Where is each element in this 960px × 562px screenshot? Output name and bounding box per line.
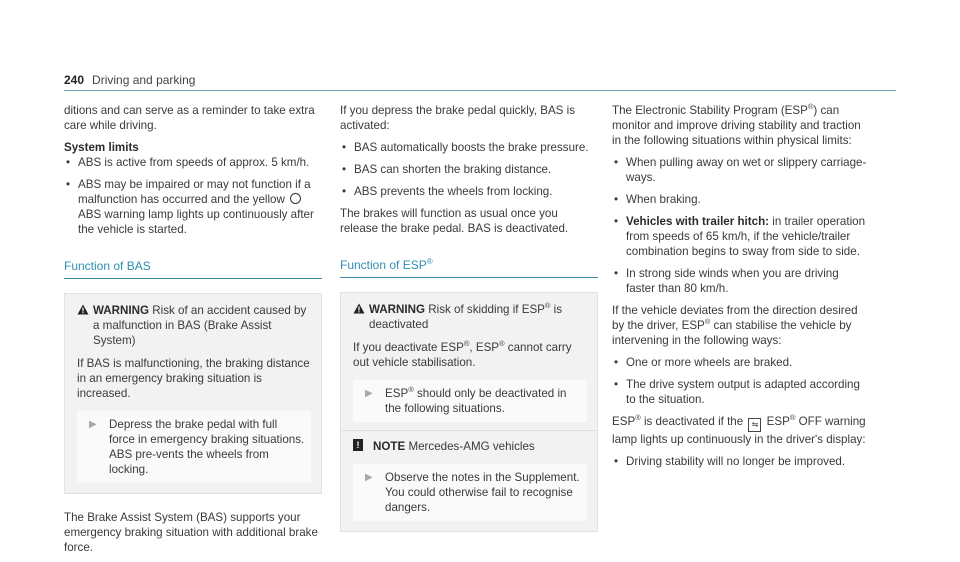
section-title-esp: Function of ESP® <box>340 258 598 278</box>
list-item: • The drive system output is adapted according to the situation. <box>614 378 860 406</box>
list-item: • ABS prevents the wheels from locking. <box>342 185 553 198</box>
esp-deactivated-text: ESP® is deactivated if the ⇋ ESP® OFF warning lamp lights up continuously in the driver's display: <box>612 413 866 446</box>
system-limits-heading: System limits <box>64 141 139 154</box>
list-item: • BAS automatically boosts the brake pressure. <box>342 141 589 154</box>
warning-label: WARNING <box>93 304 150 317</box>
bas-deactivation-text: The brakes will function as usual once you release the brake pedal. BAS is deactivated. <box>340 207 569 235</box>
list-item: • BAS can shorten the braking distance. <box>342 163 552 176</box>
page-number: 240 <box>64 73 85 87</box>
bas-outro: The Brake Assist System (BAS) supports your emergency braking situation with additional brake force. <box>64 511 318 554</box>
warning-text: Risk of an accident caused by a malfunction in BAS (Brake Assist System) <box>93 304 307 347</box>
note-label: NOTE <box>373 440 406 453</box>
list-item: • Driving stability will no longer be improved. <box>614 455 846 468</box>
arrow-right-icon: ▶ <box>365 388 373 399</box>
list-item: • When pulling away on wet or slippery carriage-ways. <box>614 156 867 184</box>
warning-triangle-icon <box>353 303 369 318</box>
warning-triangle-icon <box>77 304 93 319</box>
warning-box <box>64 293 322 494</box>
esp-intro: The Electronic Stability Program (ESP®) can monitor and improve driving stability and traction in the following situations within physical limits: <box>612 102 861 147</box>
arrow-right-icon: ▶ <box>89 419 97 430</box>
arrow-right-icon: ▶ <box>365 472 373 483</box>
list-item: • ABS is active from speeds of approx. 5 km/h. <box>66 156 310 169</box>
list-item: • In strong side winds when you are driving faster than 80 km/h. <box>614 267 839 295</box>
abs-ring-icon <box>290 193 301 204</box>
esp-warning-box: WARNING Risk of skidding if ESP® is deactivated If you deactivate ESP®, ESP® cannot carry out vehicle stabilisation. ▶ ESP® should only be deactivated in the following situations. ! NOTE Mercedes-AMG vehicles ▶ Observe the notes in the Supplement. You could otherwise fail to recognise dangers. <box>340 292 598 532</box>
esp-ways-list <box>612 355 870 407</box>
column-2 <box>340 103 598 532</box>
bas-activation-text: If you depress the brake pedal quickly, BAS is activated: <box>340 104 576 132</box>
note-icon: ! <box>353 439 363 451</box>
limits-list <box>64 155 322 237</box>
list-item: • One or more wheels are braked. <box>614 356 793 369</box>
esp-warning-action: ▶ ESP® should only be deactivated in the following situations. <box>353 380 587 422</box>
bas-list <box>340 140 598 199</box>
header-divider <box>64 90 896 91</box>
esp-warning-body: If you deactivate ESP®, ESP® cannot carry out vehicle stabilisation. <box>353 339 572 369</box>
warning-label: WARNING <box>369 303 426 316</box>
intro-text: ditions and can serve as a reminder to take extra care while driving. <box>64 104 315 132</box>
section-title-bas: Function of BAS <box>64 259 322 279</box>
column-3 <box>612 103 870 476</box>
warning-body: If BAS is malfunctioning, the braking distance in an emergency braking situation is increased. <box>77 357 310 400</box>
list-item: • ABS may be impaired or may not function if a malfunction has occurred and the yellow ABS warning lamp lights up continuously after the vehicle is started. <box>66 178 314 236</box>
esp-off-icon: ⇋ <box>748 418 761 432</box>
page-header <box>64 73 896 91</box>
note-action: ▶ Observe the notes in the Supplement. You could otherwise fail to recognise dangers. <box>353 464 587 521</box>
esp-deviation-text: If the vehicle deviates from the direction desired by the driver, ESP® can stabilise the vehicle by intervening in the following ways: <box>612 304 858 347</box>
chapter-title: Driving and parking <box>92 73 196 87</box>
column-1 <box>64 103 322 562</box>
esp-final-list <box>612 454 870 469</box>
note-row: ! NOTE Mercedes-AMG vehicles <box>353 439 587 454</box>
warning-action: ▶ Depress the brake pedal with full force in emergency braking situations. ABS pre-vents the wheels from locking. <box>77 411 311 483</box>
list-item: • When braking. <box>614 193 701 206</box>
esp-situations-list <box>612 155 870 296</box>
list-item: • Vehicles with trailer hitch: in trailer operation from speeds of 65 km/h, if the vehicle/trailer combination begins to sway from side to side. <box>614 215 866 258</box>
box-divider <box>341 430 597 431</box>
